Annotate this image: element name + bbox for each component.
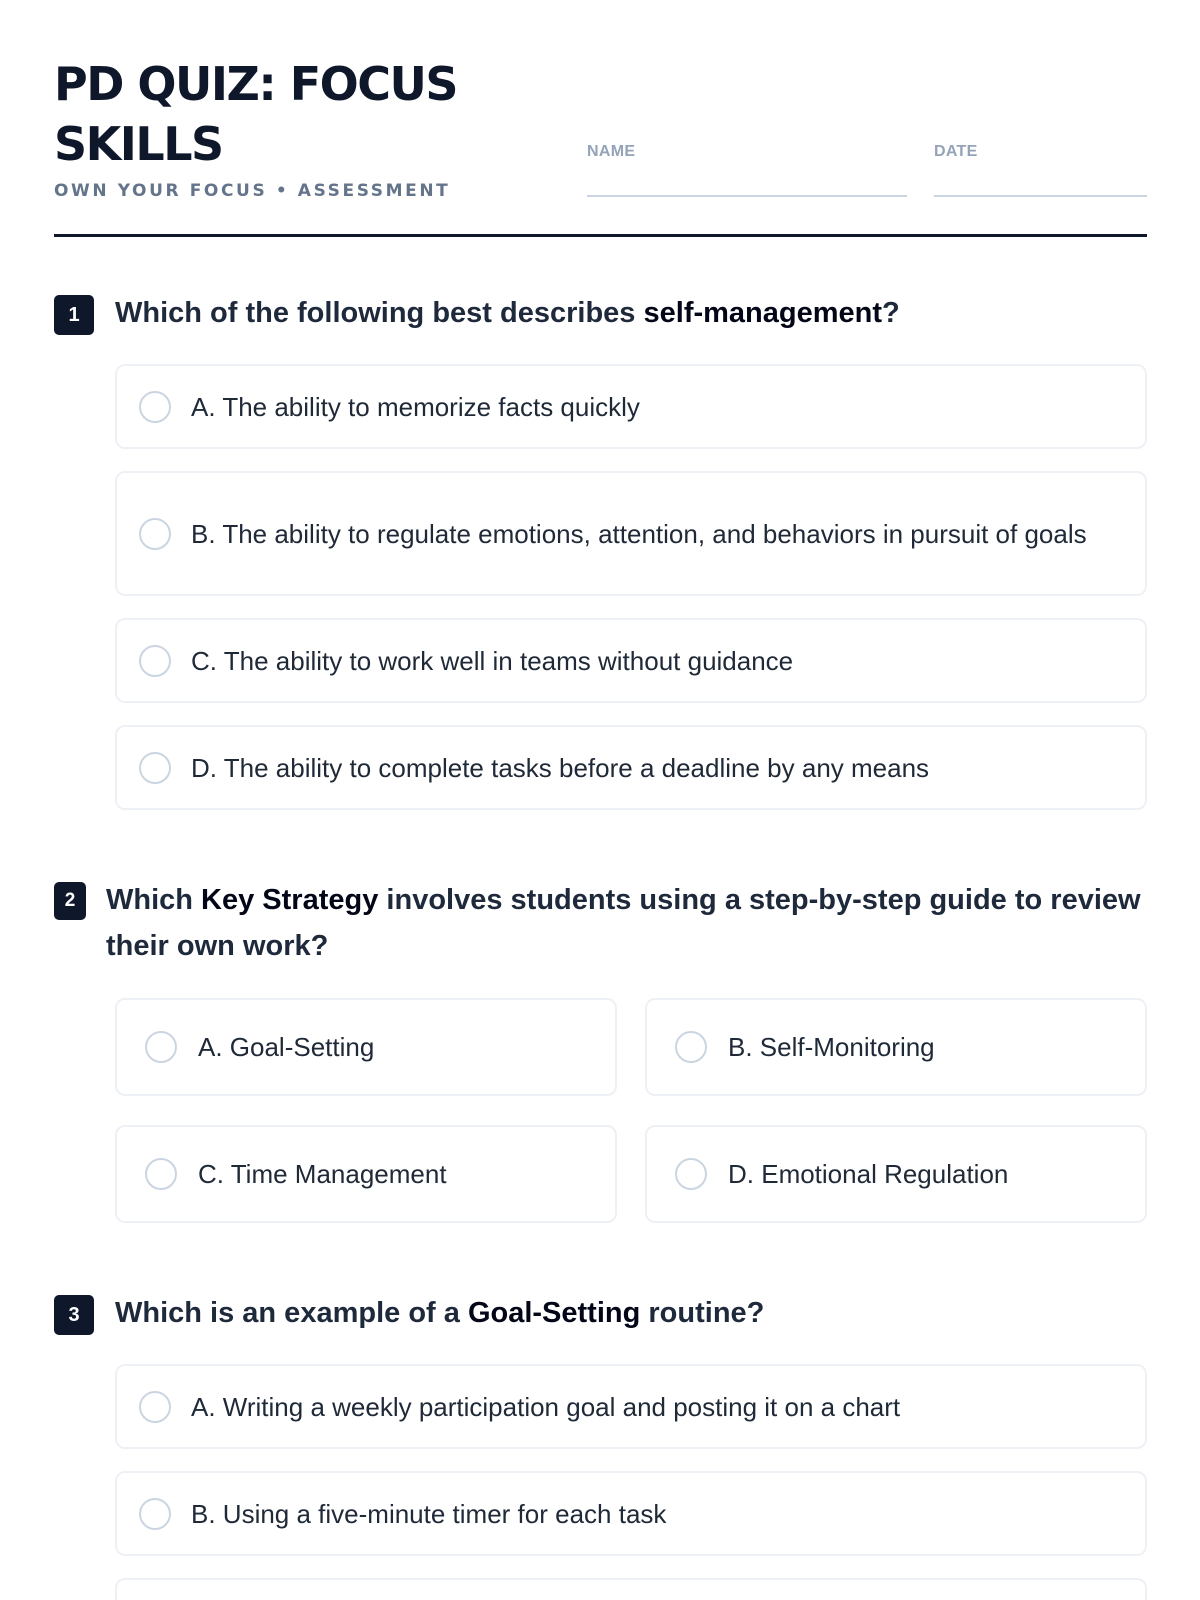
option-1d[interactable] (115, 725, 1147, 810)
radio-button[interactable] (675, 1158, 707, 1190)
option-3b[interactable] (115, 1471, 1147, 1556)
header-divider (54, 234, 1147, 237)
question-text-before: Which of the following best describes (115, 297, 644, 329)
option-label: D. Emotional Regulation (728, 1159, 1009, 1189)
page-subtitle: OWN YOUR FOCUS • ASSESSMENT (54, 181, 451, 201)
question-text-after: involves students using a step-by-step guide to review their own work? (106, 884, 1141, 962)
option-label: D. The ability to complete tasks before a deadline by any means (191, 752, 930, 783)
question-3 (54, 1290, 1147, 1529)
radio-button[interactable] (139, 518, 171, 550)
question-text-bold: Key Strategy (201, 884, 379, 916)
option-label: A. Writing a weekly participation goal and posting it on a chart (191, 1391, 901, 1422)
question-text (115, 1290, 1147, 1336)
name-field[interactable] (587, 143, 907, 197)
radio-button[interactable] (139, 645, 171, 677)
question-2 (54, 877, 1147, 1189)
name-label: NAME (587, 143, 636, 160)
date-field[interactable] (934, 143, 1147, 197)
quiz-page (54, 0, 1147, 1600)
question-text-bold: Goal-Setting (467, 1297, 641, 1329)
radio-button[interactable] (145, 1031, 177, 1063)
question-text (106, 877, 1147, 969)
option-2b[interactable] (645, 998, 1147, 1096)
radio-button[interactable] (675, 1031, 707, 1063)
question-1 (54, 290, 1147, 783)
question-number-badge: 1 (54, 295, 94, 335)
radio-button[interactable] (139, 1498, 171, 1530)
option-label: B. Self-Monitoring (728, 1032, 935, 1062)
option-1a[interactable] (115, 364, 1147, 449)
name-input-line[interactable] (587, 195, 907, 197)
radio-button[interactable] (145, 1158, 177, 1190)
question-text-before: Which is an example of a (115, 1297, 468, 1329)
option-label: A. Goal-Setting (198, 1032, 375, 1062)
question-text-after: routine? (640, 1297, 765, 1329)
option-label: A. The ability to memorize facts quickly (191, 391, 640, 422)
date-label: DATE (934, 143, 978, 160)
question-text-bold: self-management (643, 297, 883, 329)
question-number-badge: 2 (54, 882, 86, 920)
option-label: B. Using a five-minute timer for each task (191, 1498, 667, 1529)
option-3a[interactable] (115, 1364, 1147, 1449)
radio-button[interactable] (139, 391, 171, 423)
option-label: C. Time Management (198, 1159, 447, 1189)
option-label: B. The ability to regulate emotions, attention, and behaviors in pursuit of goals (191, 518, 1087, 549)
option-2a[interactable] (115, 998, 617, 1096)
question-text-after: ? (882, 297, 900, 329)
question-number-badge: 3 (54, 1295, 94, 1335)
page-title: PD QUIZ: FOCUS SKILLS (54, 57, 458, 171)
option-3c-partial[interactable] (115, 1578, 1147, 1600)
date-input-line[interactable] (934, 195, 1147, 197)
question-text (115, 290, 1147, 336)
radio-button[interactable] (139, 1391, 171, 1423)
radio-button[interactable] (139, 752, 171, 784)
question-text-before: Which (106, 884, 202, 916)
option-2c[interactable] (115, 1125, 617, 1223)
option-2d[interactable] (645, 1125, 1147, 1223)
option-1c[interactable] (115, 618, 1147, 703)
option-label: C. The ability to work well in teams without guidance (191, 645, 794, 676)
option-1b[interactable] (115, 471, 1147, 596)
